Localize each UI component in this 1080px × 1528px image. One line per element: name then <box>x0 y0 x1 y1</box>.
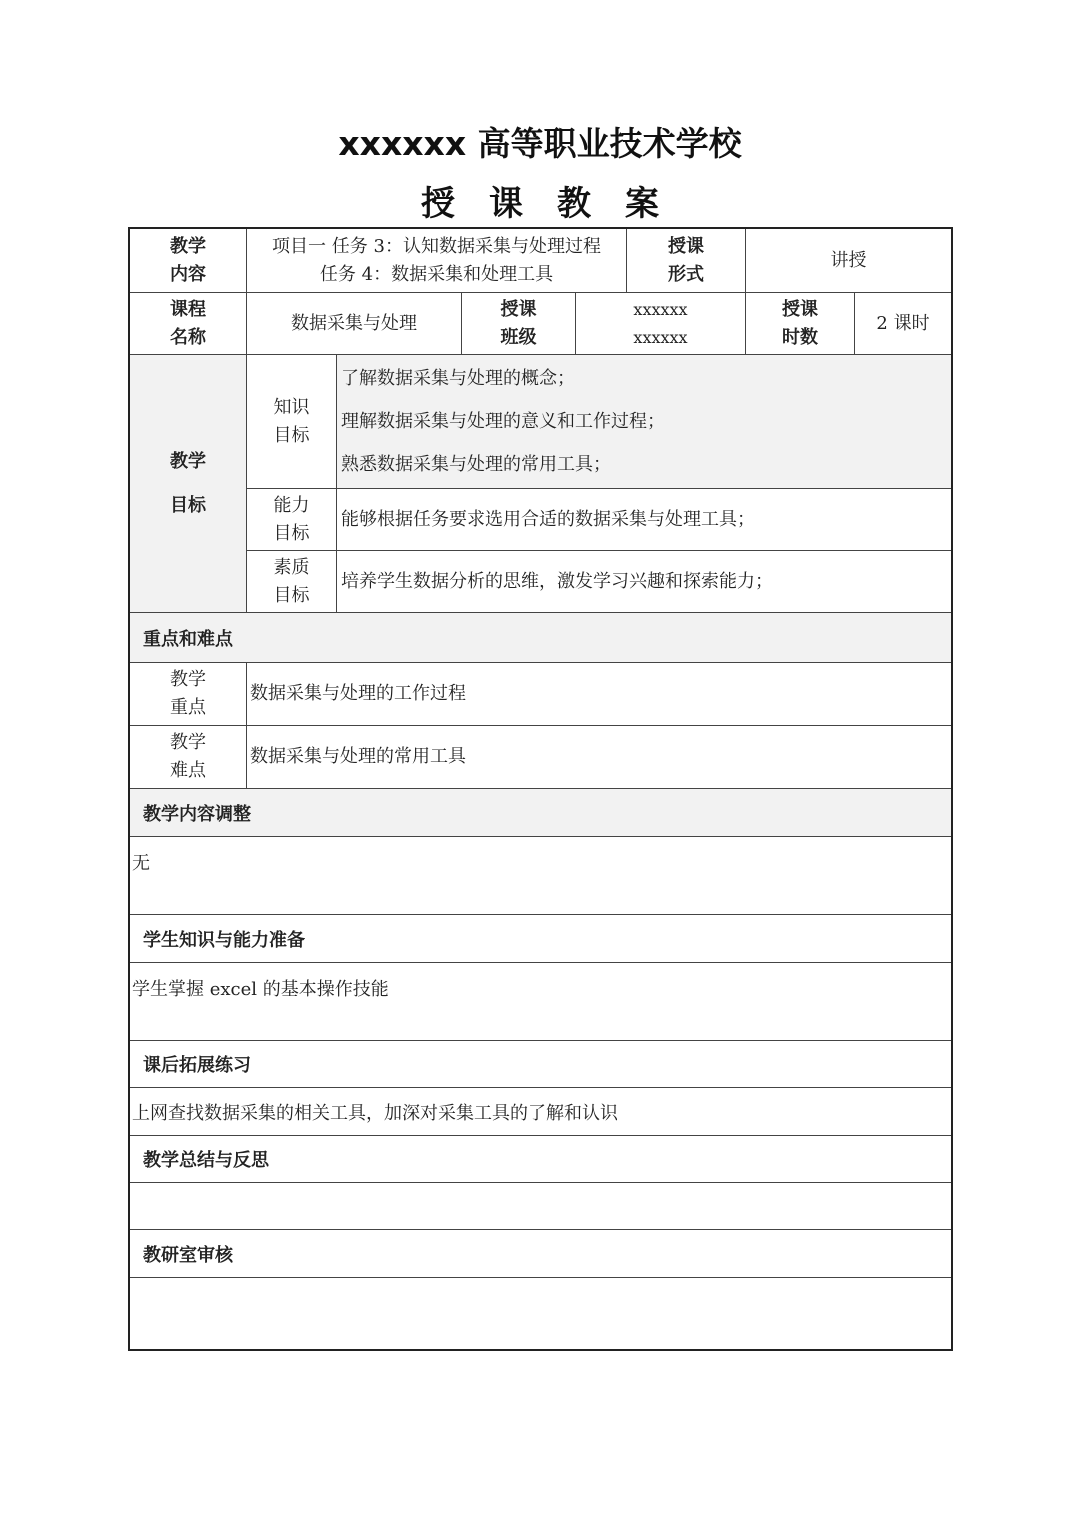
teaching-focus-text: 数据采集与处理的工作过程 <box>247 663 951 726</box>
knowledge-goal-label: 知识 目标 <box>247 355 337 489</box>
school-title: xxxxxx 高等职业技术学校 <box>338 124 742 163</box>
department-review-header: 教研室审核 <box>130 1230 951 1278</box>
student-preparation-header: 学生知识与能力准备 <box>130 915 951 963</box>
knowledge-goal-item: 理解数据采集与处理的意义和工作过程； <box>341 411 665 432</box>
teaching-difficulty-label: 教学 难点 <box>130 726 247 789</box>
content-adjustment-text: 无 <box>130 837 951 915</box>
after-class-exercise-header: 课后拓展练习 <box>130 1041 951 1088</box>
key-points-header: 重点和难点 <box>130 613 951 663</box>
teaching-summary-text <box>130 1183 951 1230</box>
knowledge-goal-item: 熟悉数据采集与处理的常用工具； <box>341 454 611 475</box>
class-value: xxxxxx xxxxxx <box>576 293 746 355</box>
class-label: 授课 班级 <box>462 293 576 355</box>
teaching-content-value: 项目一 任务 3：认知数据采集与处理过程 任务 4：数据采集和处理工具 <box>247 229 627 293</box>
student-preparation-text: 学生掌握 excel 的基本操作技能 <box>130 963 951 1041</box>
quality-goal-text: 培养学生数据分析的思维，激发学习兴趣和探索能力； <box>337 551 951 613</box>
teaching-form-value: 讲授 <box>746 229 951 293</box>
knowledge-goal-item: 了解数据采集与处理的概念； <box>341 368 575 389</box>
course-name-label: 课程 名称 <box>130 293 247 355</box>
department-review-text <box>130 1278 951 1349</box>
knowledge-goal-list <box>337 355 951 489</box>
teaching-content-label: 教学 内容 <box>130 229 247 293</box>
teaching-difficulty-text: 数据采集与处理的常用工具 <box>247 726 951 789</box>
teaching-form-label: 授课 形式 <box>627 229 746 293</box>
class-hours-value: 2 课时 <box>855 293 951 355</box>
after-class-exercise-text: 上网查找数据采集的相关工具，加深对采集工具的了解和认识 <box>130 1088 951 1136</box>
ability-goal-label: 能力 目标 <box>247 489 337 551</box>
class-hours-label: 授课 时数 <box>746 293 855 355</box>
objectives-label: 教学 目标 <box>130 355 247 613</box>
course-name-value: 数据采集与处理 <box>247 293 462 355</box>
quality-goal-label: 素质 目标 <box>247 551 337 613</box>
lesson-plan-table <box>128 227 953 1351</box>
content-adjustment-header: 教学内容调整 <box>130 789 951 837</box>
teaching-focus-label: 教学 重点 <box>130 663 247 726</box>
document-title: 授课教案 <box>421 184 693 224</box>
ability-goal-text: 能够根据任务要求选用合适的数据采集与处理工具； <box>337 489 951 551</box>
teaching-summary-header: 教学总结与反思 <box>130 1136 951 1183</box>
